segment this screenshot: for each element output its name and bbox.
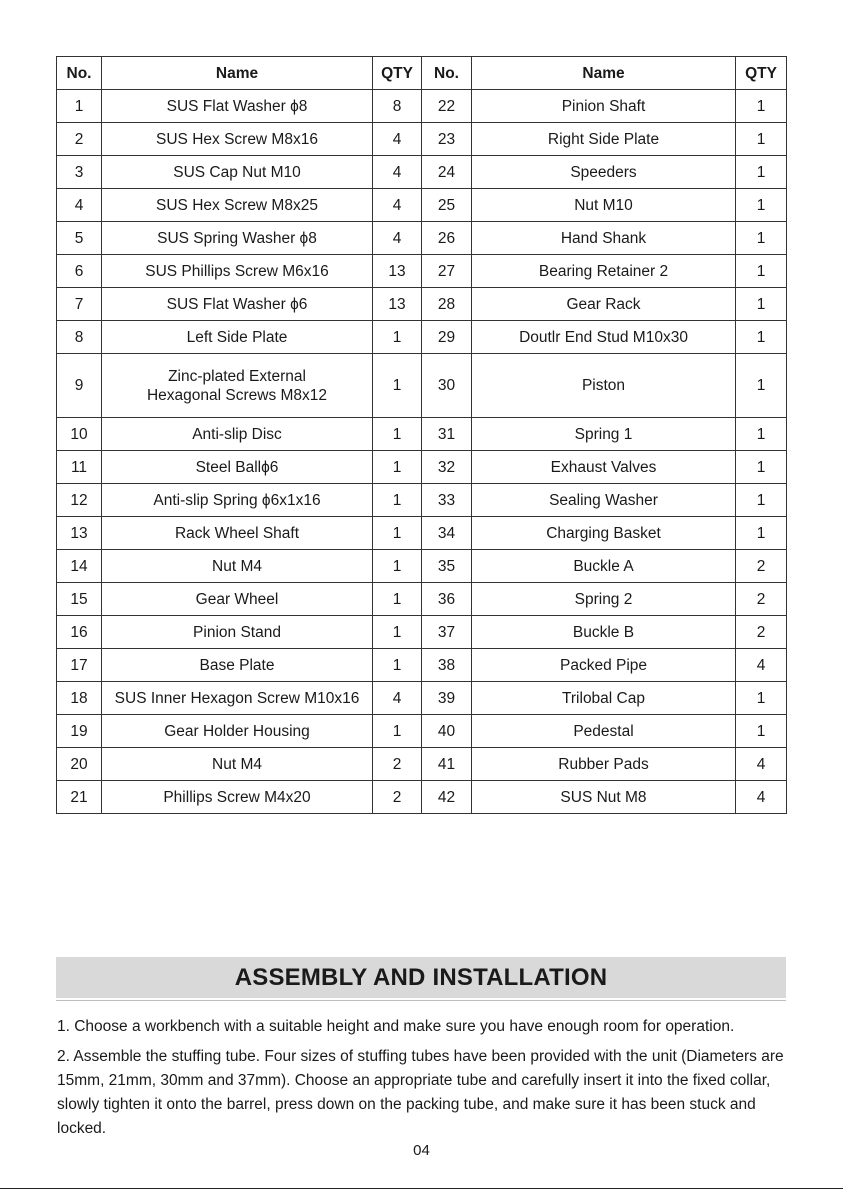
part-number-cell: 11 bbox=[57, 451, 102, 484]
part-name-cell bbox=[102, 354, 373, 418]
part-name-cell: SUS Inner Hexagon Screw M10x16 bbox=[102, 682, 373, 715]
part-qty-cell: 4 bbox=[373, 123, 422, 156]
header-name-left: Name bbox=[102, 57, 373, 90]
part-qty-cell: 8 bbox=[373, 90, 422, 123]
part-number-cell: 25 bbox=[422, 189, 472, 222]
part-qty-cell: 1 bbox=[736, 484, 787, 517]
part-number-cell: 24 bbox=[422, 156, 472, 189]
part-number-cell: 14 bbox=[57, 550, 102, 583]
header-name-right: Name bbox=[472, 57, 736, 90]
part-qty-cell: 4 bbox=[736, 748, 787, 781]
table-row bbox=[57, 517, 787, 550]
part-qty-cell: 1 bbox=[373, 451, 422, 484]
part-qty-cell: 1 bbox=[736, 189, 787, 222]
part-number-cell: 13 bbox=[57, 517, 102, 550]
part-number-cell: 4 bbox=[57, 189, 102, 222]
section-heading-bar bbox=[56, 957, 786, 998]
part-qty-cell: 1 bbox=[736, 288, 787, 321]
part-qty-cell: 1 bbox=[736, 255, 787, 288]
part-number-cell: 17 bbox=[57, 649, 102, 682]
part-number-cell: 29 bbox=[422, 321, 472, 354]
part-number-cell: 18 bbox=[57, 682, 102, 715]
part-number-cell: 38 bbox=[422, 649, 472, 682]
part-number-cell: 15 bbox=[57, 583, 102, 616]
part-qty-cell: 4 bbox=[373, 156, 422, 189]
part-qty-cell: 1 bbox=[736, 90, 787, 123]
part-qty-cell: 2 bbox=[373, 781, 422, 814]
part-name-cell: Pinion Stand bbox=[102, 616, 373, 649]
table-row bbox=[57, 321, 787, 354]
part-qty-cell: 4 bbox=[736, 781, 787, 814]
part-qty-cell: 1 bbox=[736, 517, 787, 550]
header-qty-left: QTY bbox=[373, 57, 422, 90]
part-name-cell: SUS Nut M8 bbox=[472, 781, 736, 814]
part-name-cell: Anti-slip Disc bbox=[102, 418, 373, 451]
part-qty-cell: 13 bbox=[373, 288, 422, 321]
parts-list-table bbox=[56, 56, 787, 814]
part-number-cell: 40 bbox=[422, 715, 472, 748]
part-qty-cell: 1 bbox=[736, 451, 787, 484]
part-qty-cell: 1 bbox=[736, 321, 787, 354]
part-number-cell: 33 bbox=[422, 484, 472, 517]
part-qty-cell: 1 bbox=[736, 156, 787, 189]
table-row bbox=[57, 715, 787, 748]
part-qty-cell: 1 bbox=[373, 354, 422, 418]
part-name-cell: SUS Hex Screw M8x16 bbox=[102, 123, 373, 156]
section-divider bbox=[56, 1000, 786, 1001]
part-name-cell: Rack Wheel Shaft bbox=[102, 517, 373, 550]
part-name-cell: SUS Hex Screw M8x25 bbox=[102, 189, 373, 222]
table-row bbox=[57, 781, 787, 814]
part-number-cell: 23 bbox=[422, 123, 472, 156]
part-name-cell: Hand Shank bbox=[472, 222, 736, 255]
part-number-cell: 8 bbox=[57, 321, 102, 354]
part-name-cell: Steel Ballϕ6 bbox=[102, 451, 373, 484]
part-qty-cell: 2 bbox=[736, 616, 787, 649]
part-name-cell: Left Side Plate bbox=[102, 321, 373, 354]
part-number-cell: 35 bbox=[422, 550, 472, 583]
part-qty-cell: 1 bbox=[373, 321, 422, 354]
part-name-cell: Packed Pipe bbox=[472, 649, 736, 682]
part-name-cell: SUS Cap Nut M10 bbox=[102, 156, 373, 189]
part-name-line: Zinc-plated External bbox=[168, 367, 306, 385]
table-row bbox=[57, 222, 787, 255]
part-qty-cell: 4 bbox=[373, 682, 422, 715]
part-qty-cell: 4 bbox=[736, 649, 787, 682]
part-number-cell: 2 bbox=[57, 123, 102, 156]
instruction-paragraph-2: 2. Assemble the stuffing tube. Four sizes of stuffing tubes have been provided with the unit (Diameters are 15mm, 21mm, 30mm and 37mm). Choose an appropriate tube and carefully insert it into the fixed collar, slowly tighten it onto the barrel, press down on the packing tube, and make sure it has been stuck and locked. bbox=[57, 1048, 784, 1137]
part-number-cell: 30 bbox=[422, 354, 472, 418]
part-number-cell: 31 bbox=[422, 418, 472, 451]
part-name-cell: Base Plate bbox=[102, 649, 373, 682]
table-row bbox=[57, 189, 787, 222]
part-qty-cell: 1 bbox=[736, 354, 787, 418]
header-no-left: No. bbox=[57, 57, 102, 90]
part-number-cell: 28 bbox=[422, 288, 472, 321]
part-name-cell: Nut M4 bbox=[102, 748, 373, 781]
page-bottom-rule bbox=[0, 1188, 843, 1189]
part-qty-cell: 1 bbox=[373, 715, 422, 748]
part-name-cell: Anti-slip Spring ϕ6x1x16 bbox=[102, 484, 373, 517]
part-name-cell: Sealing Washer bbox=[472, 484, 736, 517]
part-name-cell: SUS Flat Washer ϕ8 bbox=[102, 90, 373, 123]
part-name-cell: Phillips Screw M4x20 bbox=[102, 781, 373, 814]
part-qty-cell: 1 bbox=[373, 616, 422, 649]
part-number-cell: 5 bbox=[57, 222, 102, 255]
table-row bbox=[57, 123, 787, 156]
part-name-cell: Charging Basket bbox=[472, 517, 736, 550]
part-number-cell: 19 bbox=[57, 715, 102, 748]
part-qty-cell: 1 bbox=[736, 715, 787, 748]
part-name-cell: Nut M4 bbox=[102, 550, 373, 583]
part-number-cell: 22 bbox=[422, 90, 472, 123]
table-row bbox=[57, 682, 787, 715]
part-name-cell: Nut M10 bbox=[472, 189, 736, 222]
part-name-cell: Rubber Pads bbox=[472, 748, 736, 781]
part-name-cell: Buckle B bbox=[472, 616, 736, 649]
part-number-cell: 1 bbox=[57, 90, 102, 123]
part-number-cell: 34 bbox=[422, 517, 472, 550]
table-header-row bbox=[57, 57, 787, 90]
part-qty-cell: 1 bbox=[736, 682, 787, 715]
part-name-cell: Pinion Shaft bbox=[472, 90, 736, 123]
part-qty-cell: 1 bbox=[736, 123, 787, 156]
part-name-line: Hexagonal Screws M8x12 bbox=[146, 386, 328, 404]
part-number-cell: 20 bbox=[57, 748, 102, 781]
part-number-cell: 32 bbox=[422, 451, 472, 484]
part-name-cell: Gear Holder Housing bbox=[102, 715, 373, 748]
part-name-cell: Gear Rack bbox=[472, 288, 736, 321]
instruction-paragraph-1: 1. Choose a workbench with a suitable height and make sure you have enough room for operation. bbox=[57, 1018, 735, 1035]
part-number-cell: 26 bbox=[422, 222, 472, 255]
part-qty-cell: 4 bbox=[373, 189, 422, 222]
part-number-cell: 27 bbox=[422, 255, 472, 288]
part-name-cell: Gear Wheel bbox=[102, 583, 373, 616]
part-name-cell: Buckle A bbox=[472, 550, 736, 583]
page-number: 04 bbox=[413, 1142, 430, 1159]
table-row bbox=[57, 418, 787, 451]
table-row bbox=[57, 583, 787, 616]
part-number-cell: 41 bbox=[422, 748, 472, 781]
part-name-cell: Trilobal Cap bbox=[472, 682, 736, 715]
part-qty-cell: 2 bbox=[373, 748, 422, 781]
table-row bbox=[57, 649, 787, 682]
table-row bbox=[57, 156, 787, 189]
table-row bbox=[57, 550, 787, 583]
part-qty-cell: 1 bbox=[373, 583, 422, 616]
part-name-cell: Speeders bbox=[472, 156, 736, 189]
part-name-cell: Exhaust Valves bbox=[472, 451, 736, 484]
part-qty-cell: 13 bbox=[373, 255, 422, 288]
part-qty-cell: 1 bbox=[373, 517, 422, 550]
part-name-cell: Right Side Plate bbox=[472, 123, 736, 156]
part-qty-cell: 1 bbox=[736, 222, 787, 255]
part-number-cell: 3 bbox=[57, 156, 102, 189]
part-name-cell: Piston bbox=[472, 354, 736, 418]
part-name-cell: Spring 2 bbox=[472, 583, 736, 616]
header-no-right: No. bbox=[422, 57, 472, 90]
part-number-cell: 16 bbox=[57, 616, 102, 649]
table-row bbox=[57, 90, 787, 123]
part-number-cell: 42 bbox=[422, 781, 472, 814]
part-qty-cell: 1 bbox=[736, 418, 787, 451]
table-row bbox=[57, 748, 787, 781]
part-number-cell: 6 bbox=[57, 255, 102, 288]
part-number-cell: 10 bbox=[57, 418, 102, 451]
part-number-cell: 9 bbox=[57, 354, 102, 418]
part-number-cell: 7 bbox=[57, 288, 102, 321]
part-name-cell: Pedestal bbox=[472, 715, 736, 748]
part-name-cell: SUS Spring Washer ϕ8 bbox=[102, 222, 373, 255]
section-title: ASSEMBLY AND INSTALLATION bbox=[234, 963, 608, 991]
part-qty-cell: 1 bbox=[373, 418, 422, 451]
table-row bbox=[57, 255, 787, 288]
part-number-cell: 37 bbox=[422, 616, 472, 649]
part-name-cell: SUS Flat Washer ϕ6 bbox=[102, 288, 373, 321]
part-name-cell: Spring 1 bbox=[472, 418, 736, 451]
part-number-cell: 39 bbox=[422, 682, 472, 715]
header-qty-right: QTY bbox=[736, 57, 787, 90]
part-number-cell: 21 bbox=[57, 781, 102, 814]
part-qty-cell: 1 bbox=[373, 550, 422, 583]
part-name-cell: Doutlr End Stud M10x30 bbox=[472, 321, 736, 354]
table-row bbox=[57, 354, 787, 418]
table-row bbox=[57, 451, 787, 484]
part-qty-cell: 2 bbox=[736, 550, 787, 583]
parts-table-body bbox=[57, 90, 787, 814]
table-row bbox=[57, 288, 787, 321]
table-row bbox=[57, 484, 787, 517]
part-number-cell: 36 bbox=[422, 583, 472, 616]
part-qty-cell: 1 bbox=[373, 649, 422, 682]
part-qty-cell: 4 bbox=[373, 222, 422, 255]
part-name-cell: Bearing Retainer 2 bbox=[472, 255, 736, 288]
part-name-cell: SUS Phillips Screw M6x16 bbox=[102, 255, 373, 288]
table-row bbox=[57, 616, 787, 649]
part-number-cell: 12 bbox=[57, 484, 102, 517]
part-qty-cell: 2 bbox=[736, 583, 787, 616]
part-qty-cell: 1 bbox=[373, 484, 422, 517]
